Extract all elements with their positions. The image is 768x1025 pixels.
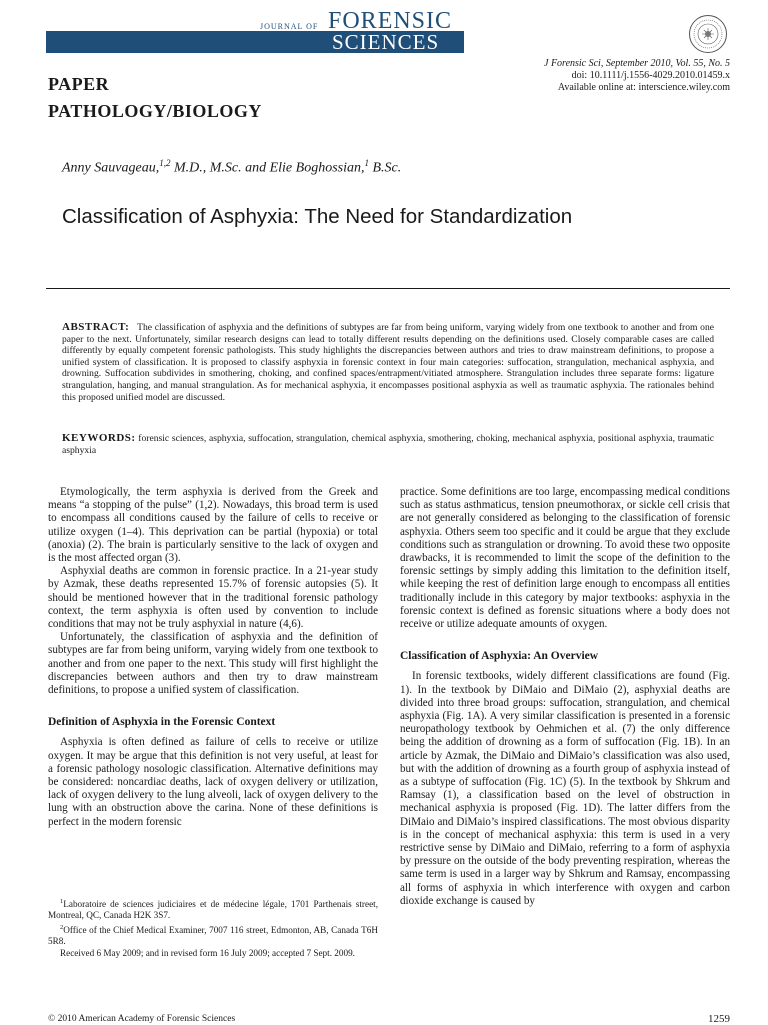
keywords: [62, 432, 714, 457]
footnotes: [48, 896, 378, 959]
academy-seal-icon: [688, 14, 728, 54]
received-dates: Received 6 May 2009; and in revised form 16 July 2009; accepted 7 Sept. 2009.: [60, 947, 355, 958]
abstract-text: The classification of asphyxia and the definitions of subtypes are far from being uniform, varying widely from one textbook to another and from one paper to the next. Unfortunately, similar research designs can lead to totally different results depending on the definitions used. Closely comparable cases are called differently by equally competent forensic pathologists. This study highlights the discrepancies between authors and tries to draw mainstream definitions, to propose a unified system of classification. It is proposed to classify asphyxia in forensic context in four main categories: suffocation, strangulation, mechanical asphyxia, and drowning. Suffocation subdivides in smothering, choking, and confined spaces/entrapment/vitiated atmosphere. Strangulation includes three separate forms: ligature strangulation, hanging, and manual strangulation. As for mechanical asphyxia, it encompasses positional asphyxia as well as traumatic asphyxia. The rationales behind this proposed unified model are discussed.: [62, 322, 714, 403]
author-2-degrees: B.Sc.: [368, 160, 402, 176]
availability-line: Available online at: interscience.wiley.com: [557, 82, 730, 93]
footnote-affiliation-2: Office of the Chief Medical Examiner, 7007 116 street, Edmonton, AB, Canada T6H 5R8.: [48, 924, 378, 947]
author-2-affil: 1: [364, 158, 369, 168]
section-heading: Classification of Asphyxia: An Overview: [400, 650, 599, 663]
body-left-column: [48, 486, 378, 829]
abstract-label: ABSTRACT:: [62, 321, 130, 333]
keywords-text: forensic sciences, asphyxia, suffocation, strangulation, chemical asphyxia, smothering, choking, mechanical asphyxia, positional asphyxia, traumatic asphyxia: [62, 433, 714, 456]
title-divider: [46, 288, 730, 289]
footnote-mark: 2: [60, 923, 64, 931]
footnote-affiliation-1: Laboratoire de sciences judiciaires et de médecine légale, 1701 Parthenais street, Montreal, QC, Canada H2K 3S7.: [48, 899, 378, 921]
author-1-degrees: M.D., M.Sc. and Elie Boghossian,: [170, 160, 365, 176]
doi-line: doi: 10.1111/j.1556-4029.2010.01459.x: [571, 70, 730, 81]
paragraph: Unfortunately, the classification of asphyxia and the definition of subtypes are far from being uniform, varying widely from one textbook to another and from one paper to the next. This study will first highlight the discrepancies between authors and then try to draw mainstream definitions, to propose a unified system of classification.: [48, 631, 378, 697]
page-number: 1259: [708, 1013, 730, 1025]
author-1: Anny Sauvageau,: [62, 160, 160, 176]
paper-type-label: PAPER: [48, 74, 110, 94]
author-list: [62, 158, 401, 177]
section-heading: Definition of Asphyxia in the Forensic Context: [48, 716, 276, 729]
abstract: [62, 322, 714, 403]
citation-line: J Forensic Sci, September 2010, Vol. 55, No. 5: [544, 58, 730, 69]
author-1-affil: 1,2: [159, 158, 171, 168]
journal-logo-sciences: SCIENCES: [332, 30, 440, 54]
footnote-mark: 1: [60, 898, 64, 905]
keywords-label: KEYWORDS:: [62, 432, 136, 444]
paragraph: Asphyxial deaths are common in forensic practice. In a 21-year study by Azmak, these deaths represented 15.7% of forensic autopsies (5). It should be mentioned however that in the traditional forensic pathology context, the term asphyxia is often used by convention to include conditions that may not be truly asphyxial in nature (4,6).: [48, 565, 378, 631]
paragraph: Etymologically, the term asphyxia is derived from the Greek and means “a stopping of the pulse” (1,2). Nowadays, this broad term is used to encompass all conditions caused by the failure of cells to receive or utilize oxygen (1–4). This deprivation can be partial (hypoxia) or total (anoxia) (2). The brain is particularly sensitive to the lack of oxygen and is the most affected organ (3).: [48, 486, 378, 565]
journal-of-label: JOURNAL OF: [260, 22, 319, 31]
body-right-column: [400, 486, 730, 908]
journal-logo-forensic: FORENSIC: [328, 8, 453, 34]
paragraph: In forensic textbooks, widely different classifications are found (Fig. 1). In the textbook by DiMaio and DiMaio (2), asphyxial deaths are divided into three broad groups: suffocation, strangulation, and chemical asphyxia (Fig. 1A). A very similar classification is presented in a forensic neuropathology textbook by Oehmichen et al. (7) the only difference being the addition of drowning as a form of suffocation (Fig. 1B). In an article by Azmak, the DiMaio and DiMaio’s classification was also used, but with the addition of drowning as a fourth group of asphyxia instead of as a subtype of suffocation (Fig. 1C) (5). In the textbook by Shkrum and Ramsay (1), a classification based on the level of obstruction in mechanical asphyxia is proposed (Fig. 1D). The latter differs from the DiMaio and DiMaio’s inspired classifications. The most obvious disparity is in the concept of mechanical asphyxia: this term is used in a very restrictive sense by DiMaio and DiMaio, referring to a form of asphyxia by pressure on the outside of the body preventing respiration, whereas the same term is used in a larger way by Shkrum and Ramsay, encompassing all forms of asphyxia in which interference with oxygen and carbon dioxide exchange is caused by: [400, 670, 730, 907]
section-label: PATHOLOGY/BIOLOGY: [48, 101, 262, 121]
paragraph: practice. Some definitions are too large, encompassing medical conditions such as status asthmaticus, tension pneumothorax, or sickle cell crisis that are not generally considered as belonging to the classification of forensic asphyxia. Others seem too specific and it could be argue that they exclude conditions such as strangulation or drowning. To avoid these two opposite drawbacks, it is recommended to limit the scope of the definition to the forensic settings by simply adding this limitation to the definition itself, while keeping the rest of definition large enough to encompass all entities traditionally include in this category by major textbooks: asphyxia in the forensic context is defined as forensic situations where a body does not receive or utilize adequate amounts of oxygen.: [400, 486, 730, 631]
article-title: Classification of Asphyxia: The Need for Standardization: [62, 205, 573, 228]
copyright: © 2010 American Academy of Forensic Sciences: [48, 1014, 236, 1024]
paragraph: Asphyxia is often defined as failure of cells to receive or utilize oxygen. It may be argue that this definition is not very useful, at least for a forensic pathology nosologic classification. Alternative definitions may be considered: noncardiac deaths, lack of oxygen delivery or utilization, lack of oxygen delivery to the lung alveoli, lack of oxygen delivery to the lung with an obstruction above the carina. None of these definitions is perfect in the modern forensic: [48, 736, 378, 828]
